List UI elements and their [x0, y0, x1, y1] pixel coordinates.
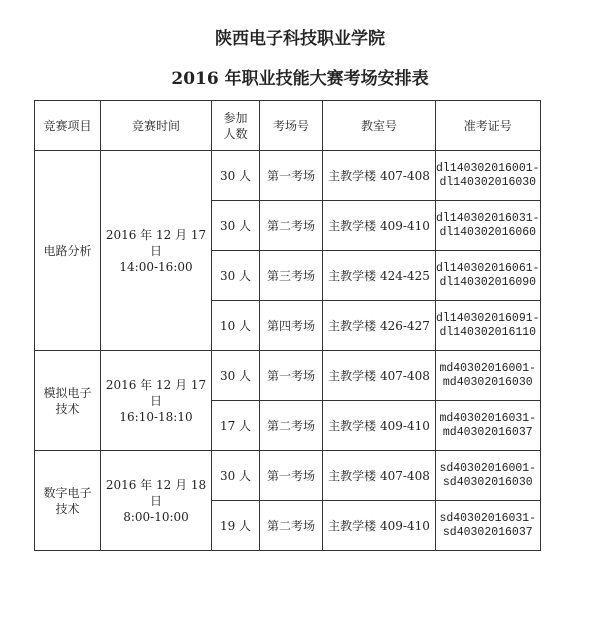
ticket-id-from: sd40302016001-	[439, 461, 537, 475]
time-cell	[101, 151, 212, 351]
ticket-id-cell	[436, 201, 541, 251]
count-cell: 17 人	[212, 401, 260, 451]
count-cell: 30 人	[212, 151, 260, 201]
count-cell: 30 人	[212, 351, 260, 401]
ticket-id-to: dl140302016110	[439, 325, 537, 339]
classroom-cell: 主教学楼 426-427	[323, 301, 436, 351]
count-cell: 30 人	[212, 451, 260, 501]
subject-cell	[35, 451, 101, 551]
subject-cell	[35, 351, 101, 451]
document-title: 陕西电子科技职业学院	[215, 29, 385, 49]
header-time: 竞赛时间	[101, 101, 212, 151]
classroom-cell: 主教学楼 409-410	[323, 401, 436, 451]
ticket-id-to: sd40302016030	[442, 475, 533, 489]
ticket-id-from: md40302016031-	[439, 411, 537, 425]
subject-cell	[35, 151, 101, 351]
ticket-id-cell	[436, 401, 541, 451]
ticket-id-from: dl140302016061-	[436, 261, 540, 275]
header-classroom: 教室号	[323, 101, 436, 151]
subject-text: 数字电子技术	[43, 485, 92, 516]
ticket-id-from: dl140302016031-	[436, 211, 540, 225]
ticket-id-to: dl140302016060	[439, 225, 537, 239]
subject-text: 电路分析	[43, 243, 92, 258]
room-cell: 第二考场	[260, 201, 323, 251]
exam-time: 8:00-10:00	[123, 509, 189, 524]
room-cell: 第二考场	[260, 401, 323, 451]
exam-schedule-table	[34, 100, 541, 551]
table-row	[35, 351, 541, 401]
ticket-id-cell	[436, 251, 541, 301]
table-row	[35, 451, 541, 501]
ticket-id-to: md40302016037	[442, 425, 533, 439]
room-cell: 第一考场	[260, 351, 323, 401]
table-header-row	[35, 101, 541, 151]
header-room: 考场号	[260, 101, 323, 151]
room-cell: 第一考场	[260, 451, 323, 501]
exam-date: 2016 年 12 月 17 日	[105, 377, 207, 408]
time-cell	[101, 451, 212, 551]
room-cell: 第一考场	[260, 151, 323, 201]
classroom-cell: 主教学楼 409-410	[323, 201, 436, 251]
header-ticket-id: 准考证号	[436, 101, 541, 151]
ticket-id-cell	[436, 301, 541, 351]
ticket-id-cell	[436, 351, 541, 401]
exam-time: 14:00-16:00	[119, 259, 193, 274]
classroom-cell: 主教学楼 407-408	[323, 451, 436, 501]
ticket-id-to: md40302016030	[442, 375, 533, 389]
header-count-text: 参加人数	[223, 110, 248, 141]
ticket-id-cell	[436, 151, 541, 201]
header-subject: 竞赛项目	[35, 101, 101, 151]
count-cell: 10 人	[212, 301, 260, 351]
exam-time: 16:10-18:10	[119, 409, 193, 424]
table-row	[35, 151, 541, 201]
ticket-id-from: dl140302016001-	[436, 161, 540, 175]
ticket-id-from: dl140302016091-	[436, 311, 540, 325]
room-cell: 第三考场	[260, 251, 323, 301]
ticket-id-from: sd40302016031-	[439, 511, 537, 525]
ticket-id-cell	[436, 451, 541, 501]
ticket-id-cell	[436, 501, 541, 551]
count-cell: 19 人	[212, 501, 260, 551]
classroom-cell: 主教学楼 424-425	[323, 251, 436, 301]
document-subtitle: 2016 年职业技能大赛考场安排表	[171, 69, 429, 89]
ticket-id-from: md40302016001-	[439, 361, 537, 375]
exam-date: 2016 年 12 月 18 日	[105, 477, 207, 508]
count-cell: 30 人	[212, 251, 260, 301]
classroom-cell: 主教学楼 407-408	[323, 151, 436, 201]
classroom-cell: 主教学楼 409-410	[323, 501, 436, 551]
classroom-cell: 主教学楼 407-408	[323, 351, 436, 401]
ticket-id-to: sd40302016037	[442, 525, 533, 539]
subject-text: 模拟电子技术	[43, 385, 92, 416]
room-cell: 第四考场	[260, 301, 323, 351]
room-cell: 第二考场	[260, 501, 323, 551]
ticket-id-to: dl140302016090	[439, 275, 537, 289]
exam-date: 2016 年 12 月 17 日	[105, 227, 207, 258]
count-cell: 30 人	[212, 201, 260, 251]
ticket-id-to: dl140302016030	[439, 175, 537, 189]
time-cell	[101, 351, 212, 451]
header-count	[212, 101, 260, 151]
